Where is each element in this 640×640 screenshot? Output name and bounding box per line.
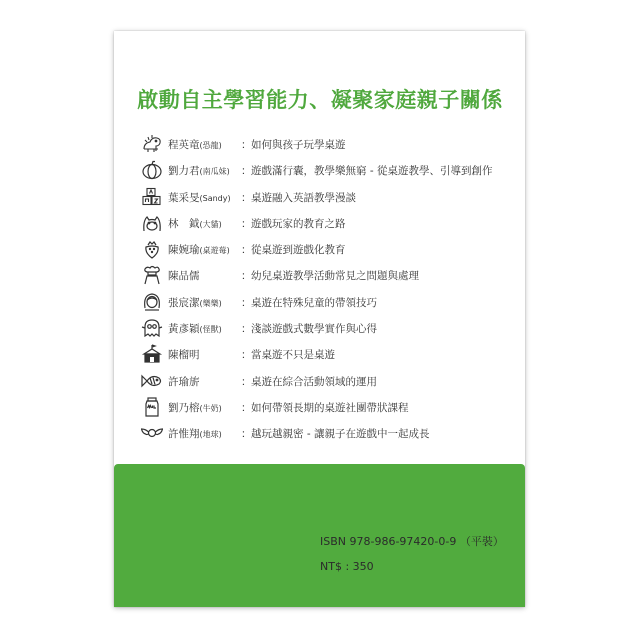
girl-icon [141,292,163,312]
author-nickname: (牛奶) [199,403,222,413]
author-name: 劉力君 [168,165,200,178]
separator-colon: ： [241,323,252,336]
author-name: 黃彥穎 [168,323,200,336]
author-list [141,133,521,449]
author-row [141,238,521,264]
cover-title: 啟動自主學習能力、凝聚家庭親子關係 [137,87,503,112]
author-row [141,422,521,448]
author-name: 陳榴明 [168,349,200,362]
separator-colon: ： [241,349,252,362]
author-name: 陳婉瑜 [168,244,200,257]
price-text: NT$ : 350 [320,560,374,573]
author-row [141,133,521,159]
author-nickname: (恐龍) [199,141,222,150]
author-nickname: (樂樂) [199,298,222,308]
green-footer-band [114,464,525,607]
author-topic: 越玩越親密 - 讓親子在遊戲中一起成長 [251,428,430,441]
wings-icon [141,423,163,443]
separator-colon: ： [241,401,252,414]
chef-icon [141,265,163,285]
author-nickname: (Sandy) [199,193,231,203]
author-name: 張宸潔 [168,296,200,309]
author-topic: 桌遊融入英語教學漫談 [251,191,356,204]
separator-colon: ： [241,428,252,441]
separator-colon: ： [241,217,252,230]
separator-colon: ： [241,296,252,309]
separator-colon: ： [241,244,252,257]
author-nickname: (南瓜妹) [199,167,230,177]
author-topic: 遊戲玩家的教育之路 [251,217,346,230]
author-nickname: (桌遊莓) [199,246,230,256]
author-row [141,186,521,212]
author-row [141,343,521,369]
author-name: 劉乃榕 [168,401,200,414]
separator-colon: ： [241,270,252,283]
author-topic: 桌遊在綜合活動領域的運用 [251,375,377,388]
author-topic: 淺談遊戲式數學實作與心得 [251,323,377,336]
author-topic: 桌遊在特殊兒童的帶領技巧 [251,296,377,309]
author-name: 林 鉞 [168,217,200,230]
separator-colon: ： [241,375,252,388]
blocks-icon [141,187,163,207]
pumpkin-icon [141,160,163,180]
strawberry-icon [141,239,163,259]
separator-colon: ： [241,139,252,151]
author-nickname: (怪獸) [199,325,222,335]
author-nickname: (地球) [199,430,222,440]
author-topic: 當桌遊不只是桌遊 [251,349,335,362]
author-row [141,317,521,343]
author-row [141,396,521,422]
author-topic: 幼兒桌遊教學活動常見之問題與處理 [251,270,419,283]
author-row [141,159,521,185]
separator-colon: ： [241,191,252,204]
author-row [141,291,521,317]
author-name: 許瑜旂 [168,375,200,388]
author-topic: 從桌遊到遊戲化教育 [251,244,346,257]
author-topic: 遊戲滿行囊，教學樂無窮 - 從桌遊教學、引導到創作 [251,165,493,178]
milk-icon [141,397,163,417]
author-name: 葉采旻 [168,191,200,204]
fish-icon [141,371,163,391]
isbn-text: ISBN 978-986-97420-0-9 （平裝） [320,535,504,548]
author-topic: 如何與孩子玩學桌遊 [251,139,346,151]
house-icon [141,344,163,364]
author-name: 許惟翔 [168,428,200,441]
author-nickname: (大貓) [199,219,222,229]
dinosaur-icon [141,134,163,154]
author-name: 程英竜 [168,139,200,151]
author-topic: 如何帶領長期的桌遊社團帶狀課程 [251,401,409,414]
author-row [141,212,521,238]
author-row [141,264,521,290]
monster-icon [141,318,163,338]
cat-icon [141,213,163,233]
author-row [141,370,521,396]
author-name: 陳品儒 [168,270,200,283]
separator-colon: ： [241,165,252,178]
